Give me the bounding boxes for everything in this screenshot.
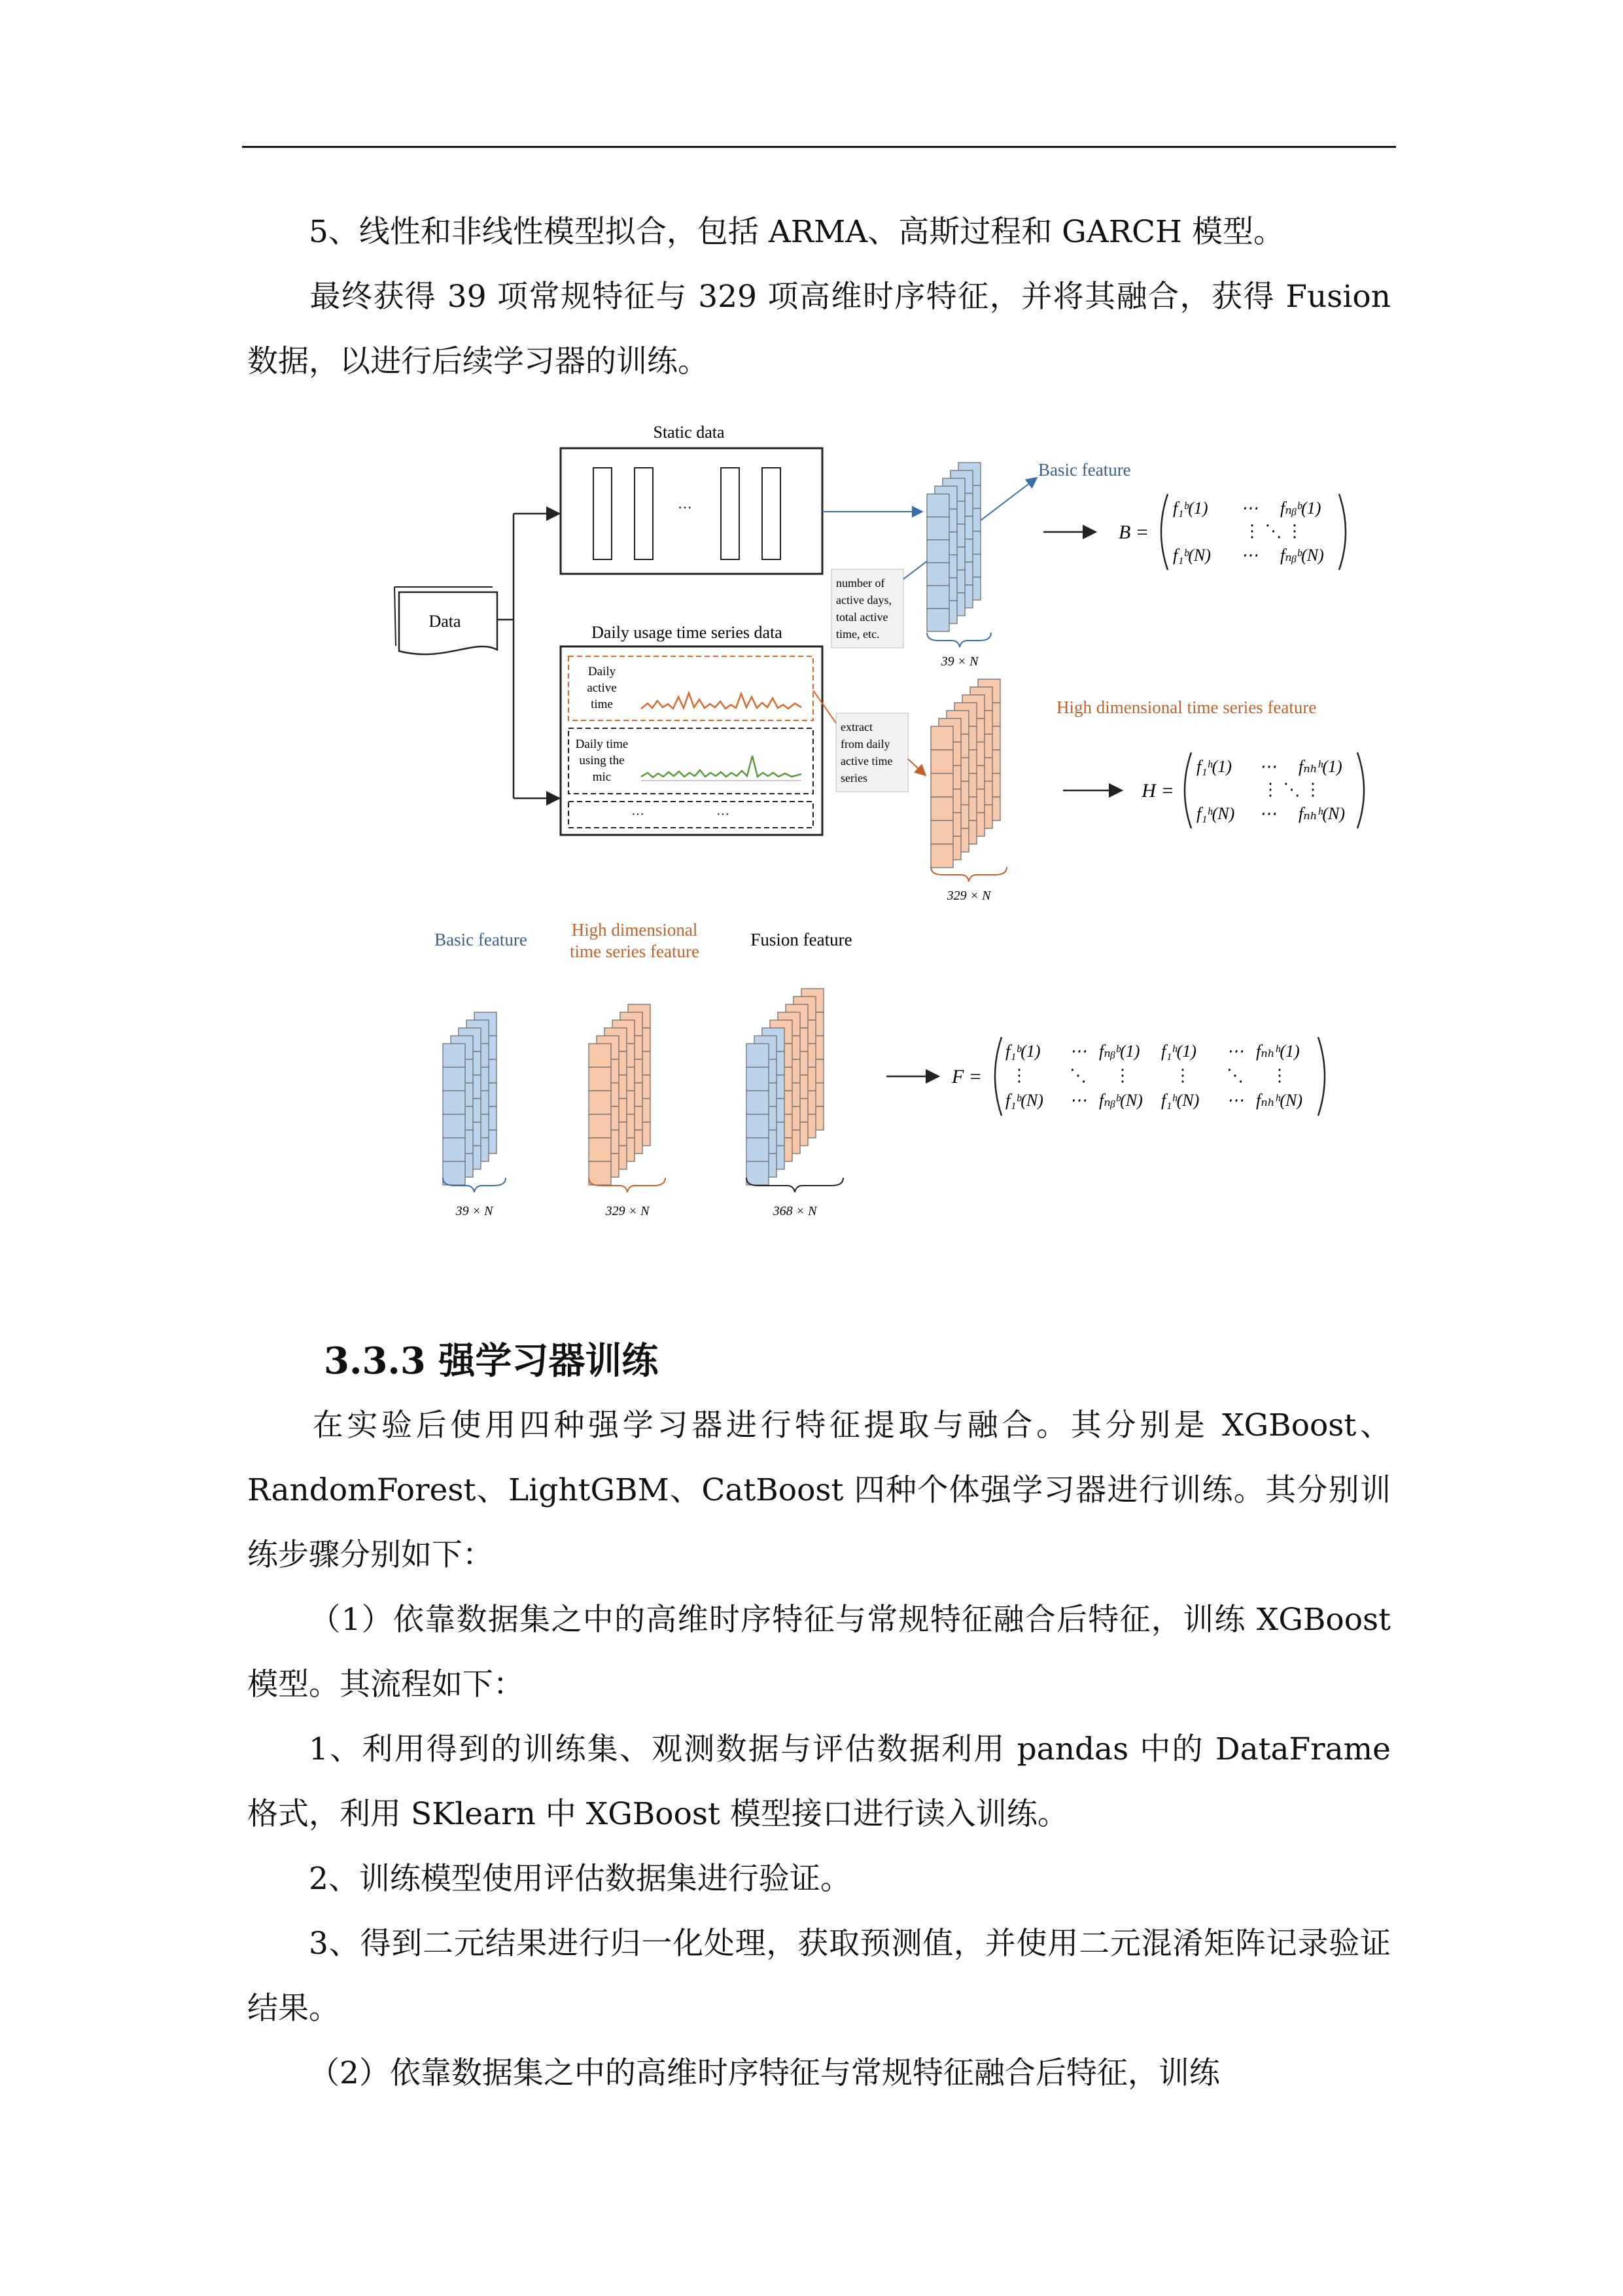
svg-text:···: ···	[631, 807, 644, 822]
bottom-basic-stack	[443, 1012, 497, 1185]
high-feature-stack	[931, 679, 1000, 868]
svg-text:fₙₕʰ(1): fₙₕʰ(1)	[1299, 757, 1342, 776]
svg-text:fₙᵦᵇ(N): fₙᵦᵇ(N)	[1099, 1091, 1143, 1110]
dim-329-top: 329 × N	[947, 889, 991, 903]
svg-text:···: ···	[716, 807, 729, 822]
svg-text:⋯: ⋯	[1241, 499, 1258, 518]
svg-text:⋯: ⋯	[1070, 1042, 1087, 1061]
svg-text:fₙₕʰ(N): fₙₕʰ(N)	[1256, 1091, 1303, 1110]
svg-text:active time: active time	[841, 754, 893, 768]
matrix-h	[1185, 752, 1364, 828]
feature-fusion-figure	[383, 415, 1416, 1240]
paragraph: 1、利用得到的训练集、观测数据与评估数据利用 pandas 中的 DataFrame 格式，利用 SKlearn 中 XGBoost 模型接口进行读入训练。	[247, 1731, 1391, 1832]
paragraph: 最终获得 39 项常规特征与 329 项高维时序特征，并将其融合，获得 Fusion 数据，以进行后续学习器的训练。	[247, 279, 1391, 380]
svg-text:fₙₕʰ(1): fₙₕʰ(1)	[1256, 1042, 1300, 1061]
svg-text:time series feature: time series feature	[570, 942, 699, 961]
paragraph: 3、得到二元结果进行归一化处理，获取预测值，并使用二元混淆矩阵记录验证结果。	[247, 1926, 1391, 2026]
svg-text:High dimensional: High dimensional	[571, 920, 698, 940]
svg-text:number of: number of	[836, 576, 885, 590]
data-label: Data	[428, 612, 461, 631]
high-feature-label: High dimensional time series feature	[1056, 698, 1317, 717]
svg-text:f₁ᵇ(N): f₁ᵇ(N)	[1005, 1091, 1043, 1110]
note-box-high	[836, 713, 908, 792]
svg-text:⋮: ⋮	[1271, 1066, 1288, 1085]
paragraph: （1）依靠数据集之中的高维时序特征与常规特征融合后特征，训练 XGBoost 模型。其流程如下：	[247, 1602, 1391, 1703]
paragraph: 2、训练模型使用评估数据集进行验证。	[309, 1861, 851, 1897]
dim-39-bottom: 39 × N	[455, 1204, 493, 1218]
matrix-f	[995, 1037, 1325, 1116]
daily-data-title: Daily usage time series data	[591, 623, 782, 642]
svg-text:f₁ᵇ(N): f₁ᵇ(N)	[1173, 546, 1211, 565]
svg-text:fₙᵦᵇ(1): fₙᵦᵇ(1)	[1099, 1042, 1140, 1061]
fusion-feature-stack	[746, 989, 824, 1185]
eq-h: H =	[1142, 780, 1174, 802]
bottom-fusion-label: Fusion feature	[750, 930, 852, 949]
svg-text:mic: mic	[592, 770, 612, 784]
svg-text:⋮ ⋱ ⋮: ⋮ ⋱ ⋮	[1244, 521, 1303, 540]
svg-text:active days,: active days,	[836, 593, 892, 607]
basic-feature-stack	[927, 463, 981, 631]
header-rule	[242, 146, 1396, 148]
paragraph: 在实验后使用四种强学习器进行特征提取与融合。其分别是 XGBoost、RandomForest、LightGBM、CatBoost 四种个体强学习器进行训练。其分别训练步骤分别如下：	[247, 1407, 1391, 1573]
paragraph: （2）依靠数据集之中的高维时序特征与常规特征融合后特征，训练	[309, 2055, 1220, 2091]
bottom-basic-label: Basic feature	[434, 930, 527, 949]
svg-text:f₁ʰ(1): f₁ʰ(1)	[1161, 1042, 1196, 1061]
static-data-title: Static data	[653, 423, 725, 442]
svg-text:from daily: from daily	[841, 737, 890, 751]
svg-text:fₙᵦᵇ(1): fₙᵦᵇ(1)	[1280, 499, 1321, 518]
svg-text:⋯: ⋯	[1259, 804, 1276, 823]
svg-text:⋱: ⋱	[1070, 1066, 1087, 1085]
svg-text:using the: using the	[579, 754, 625, 768]
svg-text:f₁ᵇ(1): f₁ᵇ(1)	[1173, 499, 1208, 518]
dim-329-bottom: 329 × N	[605, 1204, 650, 1218]
basic-feature-label: Basic feature	[1038, 460, 1131, 480]
svg-text:series: series	[841, 771, 867, 785]
svg-text:⋯: ⋯	[1070, 1091, 1087, 1110]
svg-text:⋮ ⋱ ⋮: ⋮ ⋱ ⋮	[1262, 780, 1321, 799]
svg-text:⋯: ⋯	[1241, 546, 1258, 565]
svg-text:active: active	[587, 681, 617, 695]
svg-text:⋯: ⋯	[1227, 1042, 1244, 1061]
bottom-high-stack	[589, 1004, 650, 1185]
svg-text:Daily: Daily	[587, 665, 616, 679]
svg-text:time: time	[591, 698, 613, 711]
svg-text:⋮: ⋮	[1114, 1066, 1131, 1085]
data-document	[394, 587, 497, 654]
svg-text:f₁ᵇ(1): f₁ᵇ(1)	[1005, 1042, 1041, 1061]
svg-text:Daily time: Daily time	[575, 737, 629, 751]
note-box-basic	[831, 569, 903, 648]
svg-text:⋮: ⋮	[1011, 1066, 1028, 1085]
svg-text:extract: extract	[841, 720, 873, 733]
section-heading: 3.3.3 强学习器训练	[324, 1339, 659, 1383]
svg-text:f₁ʰ(1): f₁ʰ(1)	[1196, 757, 1232, 776]
svg-text:time, etc.: time, etc.	[836, 627, 880, 641]
svg-text:···: ···	[678, 499, 692, 516]
svg-text:fₙₕʰ(N): fₙₕʰ(N)	[1299, 804, 1346, 823]
paragraph: 5、线性和非线性模型拟合，包括 ARMA、高斯过程和 GARCH 模型。	[309, 214, 1284, 250]
dim-368: 368 × N	[773, 1204, 817, 1218]
svg-text:total active: total active	[836, 610, 888, 624]
matrix-b	[1161, 494, 1346, 570]
svg-text:fₙᵦᵇ(N): fₙᵦᵇ(N)	[1280, 546, 1324, 565]
eq-f: F =	[951, 1066, 983, 1087]
svg-text:f₁ʰ(N): f₁ʰ(N)	[1196, 804, 1235, 823]
svg-text:⋯: ⋯	[1259, 757, 1276, 776]
eq-b: B =	[1118, 521, 1149, 543]
svg-text:⋯: ⋯	[1227, 1091, 1244, 1110]
svg-text:f₁ʰ(N): f₁ʰ(N)	[1161, 1091, 1200, 1110]
svg-text:⋱: ⋱	[1227, 1066, 1244, 1085]
dim-39-top: 39 × N	[941, 654, 979, 669]
svg-text:⋮: ⋮	[1174, 1066, 1191, 1085]
